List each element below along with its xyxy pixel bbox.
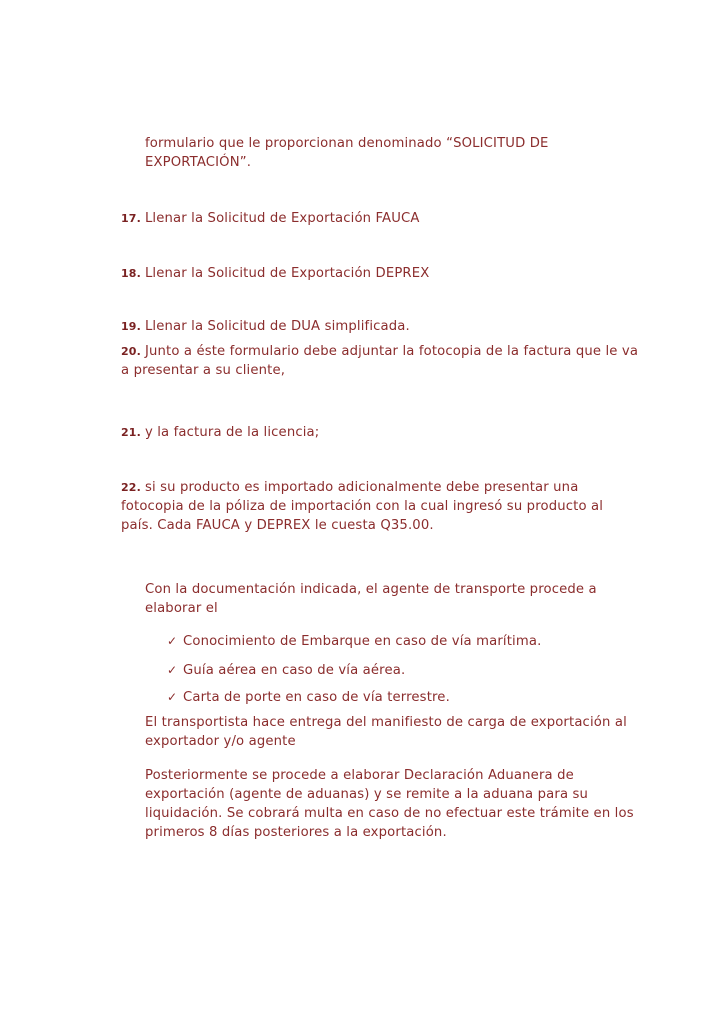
step-number: 21. (121, 426, 141, 439)
checklist-item-text: Conocimiento de Embarque en caso de vía marítima. (183, 634, 542, 649)
checklist-item-text: Guía aérea en caso de vía aérea. (183, 663, 406, 678)
step-text: y la factura de la licencia; (144, 425, 320, 440)
step-22 (121, 478, 621, 535)
step-number: 18. (121, 267, 141, 280)
check-icon: ✓ (167, 663, 178, 677)
step-21 (121, 423, 641, 442)
step-text: Llenar la Solicitud de Exportación DEPREX (144, 266, 430, 281)
step-text: Llenar la Solicitud de Exportación FAUCA (144, 211, 420, 226)
step-19 (121, 317, 641, 336)
transport-paragraph (145, 580, 615, 618)
step-number: 20. (121, 345, 141, 358)
declaration-paragraph (145, 766, 635, 842)
intro-text: formulario que le proporcionan denominado “SOLICITUD DE EXPORTACIÓN”. (145, 136, 549, 170)
step-number: 17. (121, 212, 141, 225)
step-text: si su producto es importado adicionalmente debe presentar una fotocopia de la póliza de importación con la cual ingresó su producto al país. Cada FAUCA y DEPREX le cuesta Q35.00. (121, 480, 604, 533)
step-18 (121, 264, 641, 283)
step-17 (121, 209, 641, 228)
checklist-item (167, 632, 541, 651)
checklist-item (167, 688, 450, 707)
check-icon: ✓ (167, 690, 178, 704)
intro-paragraph (145, 134, 565, 172)
check-icon: ✓ (167, 634, 178, 648)
manifest-text: El transportista hace entrega del manifiesto de carga de exportación al exportador y/o agente (145, 715, 627, 749)
declaration-text: Posteriormente se procede a elaborar Declaración Aduanera de exportación (agente de aduanas) y se remite a la aduana para su liquidación. Se cobrará multa en caso de no efectuar este trámite en los primeros 8 días posteriores a la exportación. (145, 768, 634, 840)
checklist-item (167, 661, 405, 680)
step-text: Junto a éste formulario debe adjuntar la fotocopia de la factura que le va a presentar a su cliente, (121, 344, 639, 378)
step-number: 19. (121, 320, 141, 333)
step-number: 22. (121, 481, 141, 494)
step-20 (121, 342, 641, 380)
manifest-paragraph (145, 713, 635, 751)
checklist-item-text: Carta de porte en caso de vía terrestre. (183, 690, 450, 705)
step-text: Llenar la Solicitud de DUA simplificada. (144, 319, 410, 334)
transport-text: Con la documentación indicada, el agente de transporte procede a elaborar el (145, 582, 597, 616)
